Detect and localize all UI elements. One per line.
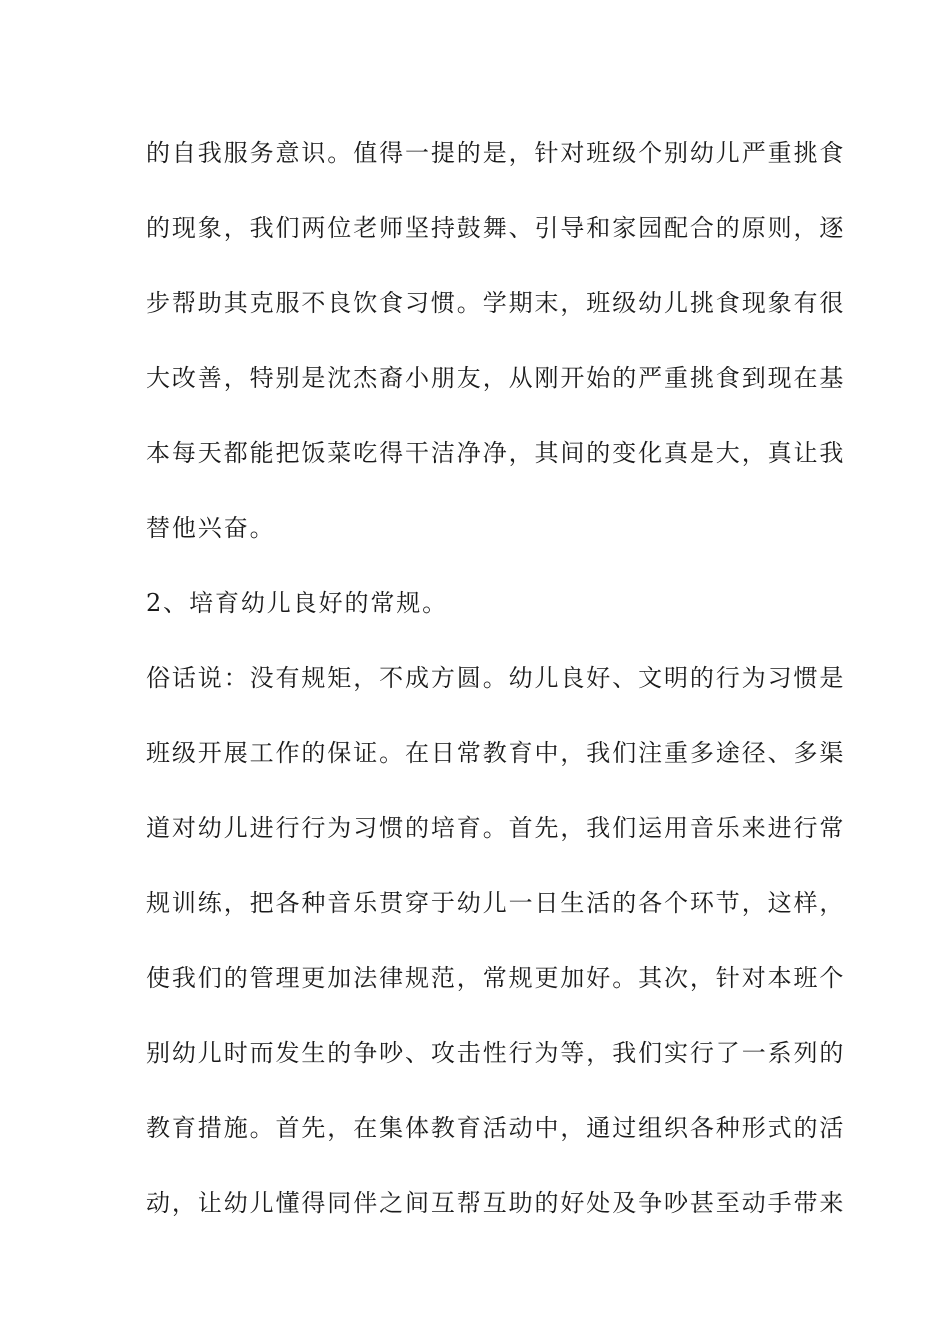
text-line: 的现象，我们两位老师坚持鼓舞、引导和家园配合的原则，逐 (146, 214, 846, 242)
text-line: 俗话说：没有规矩，不成方圆。幼儿良好、文明的行为习惯是 (146, 664, 846, 692)
text-line: 步帮助其克服不良饮食习惯。学期末，班级幼儿挑食现象有很 (146, 289, 846, 317)
section-heading: 2、培育幼儿良好的常规。 (146, 589, 449, 617)
text-line: 班级开展工作的保证。在日常教育中，我们注重多途径、多渠 (146, 739, 846, 767)
text-line: 规训练，把各种音乐贯穿于幼儿一日生活的各个环节，这样， (146, 889, 846, 917)
text-line: 的自我服务意识。值得一提的是，针对班级个别幼儿严重挑食 (146, 139, 846, 167)
text-line: 教育措施。首先，在集体教育活动中，通过组织各种形式的活 (146, 1114, 846, 1142)
text-line: 动，让幼儿懂得同伴之间互帮互助的好处及争吵甚至动手带来 (146, 1189, 846, 1217)
text-line: 大改善，特别是沈杰裔小朋友，从刚开始的严重挑食到现在基 (146, 364, 846, 392)
text-line: 替他兴奋。 (146, 514, 276, 542)
text-line: 本每天都能把饭菜吃得干洁净净，其间的变化真是大，真让我 (146, 439, 846, 467)
text-line: 别幼儿时而发生的争吵、攻击性行为等，我们实行了一系列的 (146, 1039, 846, 1067)
text-line: 道对幼儿进行行为习惯的培育。首先，我们运用音乐来进行常 (146, 814, 846, 842)
text-line: 使我们的管理更加法律规范，常规更加好。其次，针对本班个 (146, 964, 846, 992)
